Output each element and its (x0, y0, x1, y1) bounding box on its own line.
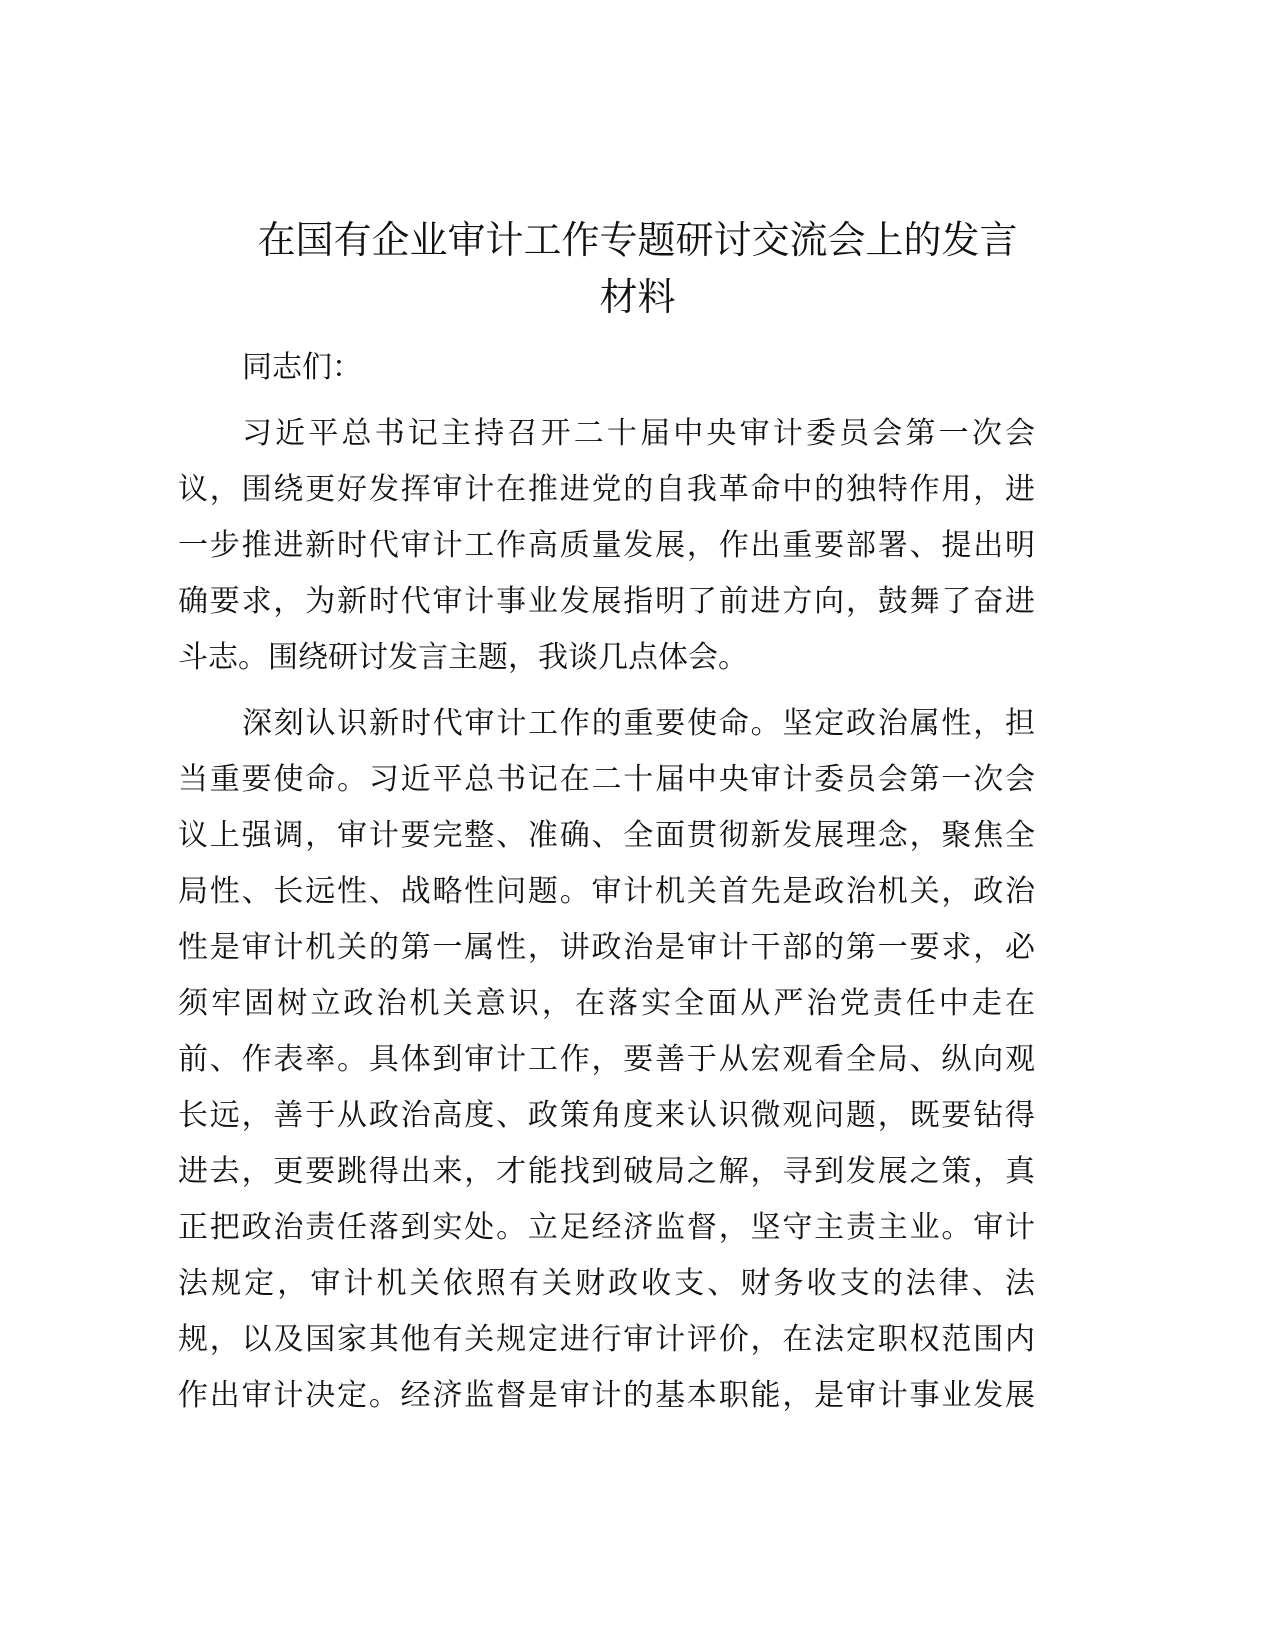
paragraph-line: 议上强调，审计要完整、准确、全面贯彻新发展理念，聚焦全 (178, 818, 1035, 853)
paragraph-line: 进去，更要跳得出来，才能找到破局之解，寻到发展之策，真 (178, 1154, 1035, 1189)
paragraph-line: 议，围绕更好发挥审计在推进党的自我革命中的独特作用，进 (178, 472, 1035, 507)
salutation (178, 340, 1035, 396)
document-title (150, 212, 1125, 326)
document-body (178, 340, 1035, 1434)
paragraph-line: 局性、长远性、战略性问题。审计机关首先是政治机关，政治 (178, 874, 1035, 909)
paragraph-line: 须牢固树立政治机关意识，在落实全面从严治党责任中走在 (178, 986, 1035, 1021)
paragraph-line: 正把政治责任落到实处。立足经济监督，坚守主责主业。审计 (178, 1210, 1035, 1245)
paragraph-line: 深刻认识新时代审计工作的重要使命。坚定政治属性，担 (242, 706, 1035, 741)
paragraph-line: 习近平总书记主持召开二十届中央审计委员会第一次会 (242, 416, 1035, 451)
paragraph-line: 长远，善于从政治高度、政策角度来认识微观问题，既要钻得 (178, 1098, 1035, 1133)
paragraph-line: 前、作表率。具体到审计工作，要善于从宏观看全局、纵向观 (178, 1042, 1035, 1077)
paragraph-line: 确要求，为新时代审计事业发展指明了前进方向，鼓舞了奋进 (178, 584, 1035, 619)
paragraph-line: 当重要使命。习近平总书记在二十届中央审计委员会第一次会 (178, 762, 1035, 797)
title-line: 材料 (599, 275, 676, 319)
paragraph-line: 斗志。围绕研讨发言主题，我谈几点体会。 (178, 640, 748, 675)
paragraph-line: 作出审计决定。经济监督是审计的基本职能，是审计事业发展 (178, 1378, 1035, 1413)
paragraph-line: 规，以及国家其他有关规定进行审计评价，在法定职权范围内 (178, 1322, 1035, 1357)
salutation-text: 同志们： (242, 350, 362, 385)
paragraph (178, 406, 1035, 686)
paragraph-line: 法规定，审计机关依照有关财政收支、财务收支的法律、法 (178, 1266, 1035, 1301)
title-line: 在国有企业审计工作专题研讨交流会上的发言 (257, 218, 1018, 262)
paragraphs (178, 406, 1035, 1424)
paragraph-line: 性是审计机关的第一属性，讲政治是审计干部的第一要求，必 (178, 930, 1035, 965)
paragraph (178, 696, 1035, 1424)
paragraph-line: 一步推进新时代审计工作高质量发展，作出重要部署、提出明 (178, 528, 1035, 563)
